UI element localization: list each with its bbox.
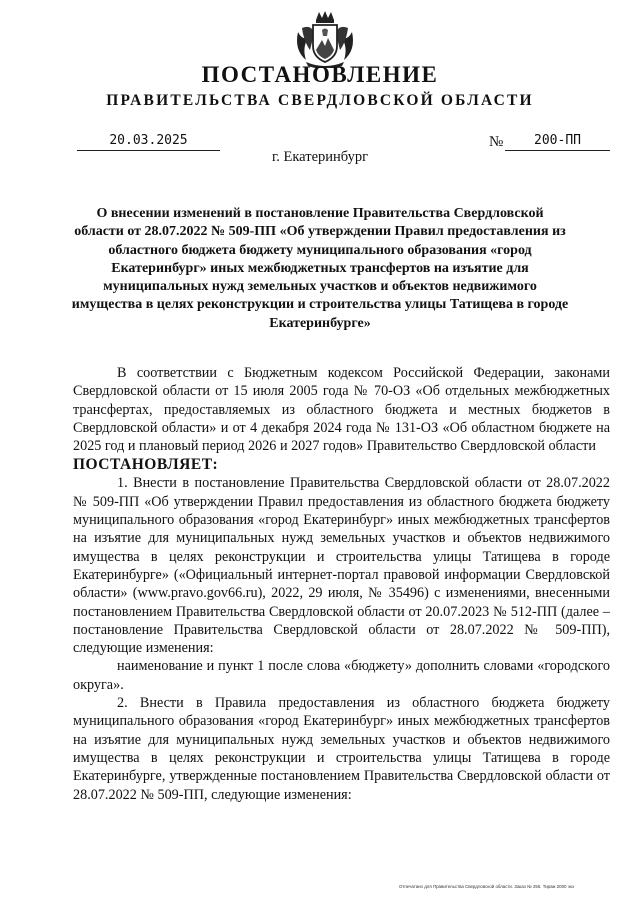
item-1-change-paragraph: наименование и пункт 1 после слова «бюджету» дополнить словами «городского округа».	[73, 658, 610, 693]
item-1-paragraph: 1. Внести в постановление Правительства Свердловской области от 28.07.2022 № 509-ПП «Об утверждении Правил предоставления из областного бюджета бюджету муниципального образования «город Екатеринбург» иных межбюджетных трансфертов на изъятие для муниципальных нужд земельных участков и объектов недвижимого имущества в целях реконструкции и строительства улицы Татищева в городе Екатеринбурге» («Официальный интернет-портал правовой информации Свердловской области» (www.pravo.gov66.ru), 2022, 29 июля, № 35496) с изменениями, внесенными постановлением Правительства Свердловской области от 20.07.2023 № 512-ПП (далее – постановление Правительства Свердловской области от 28.07.2022 № 509-ПП), следующие изменения:	[73, 475, 610, 657]
coat-of-arms-emblem	[292, 10, 358, 68]
document-number: 200-ПП	[505, 133, 610, 151]
document-title: ПОСТАНОВЛЕНИЕ	[201, 62, 439, 87]
decree-heading: ПОСТАНОВЛЯЕТ:	[73, 456, 219, 474]
document-body	[73, 364, 610, 804]
number-label: №	[489, 134, 504, 150]
city: г. Екатеринбург	[271, 149, 369, 165]
item-2-paragraph: 2. Внести в Правила предоставления из областного бюджета бюджету муниципального образования «город Екатеринбург» иных межбюджетных трансфертов на изъятие для муниципальных нужд земельных участков и объектов недвижимого имущества в целях реконструкции и строительства улицы Татищева в городе Екатеринбурге, утвержденные постановлением Правительства Свердловской области от 28.07.2022 № 509-ПП, следующие изменения:	[73, 695, 610, 803]
preamble-paragraph: В соответствии с Бюджетным кодексом Российской Федерации, законами Свердловской области от 15 июля 2005 года № 70-ОЗ «Об отдельных межбюджетных трансфертах, предоставляемых из областного бюджета и местных бюджетов в Свердловской области» и от 4 декабря 2024 года № 131-ОЗ «Об областном бюджете на 2025 год и плановый период 2026 и 2027 годов» Правительство Свердловской области	[73, 365, 610, 455]
document-subject: О внесении изменений в постановление Правительства Свердловской области от 28.07.2022 № 509-ПП «Об утверждении Правил предоставления из областного бюджета бюджету муниципального образования «город Екатеринбург» иных межбюджетных трансфертов на изъятие для муниципальных нужд земельных участков и объектов недвижимого имущества в целях реконструкции и строительства улицы Татищева в городе Екатеринбурге»	[71, 206, 569, 331]
print-footer: Отпечатано для Правительства Свердловской области. Заказ № 256. Тираж 2000 экз	[399, 884, 574, 889]
issuing-authority: ПРАВИТЕЛЬСТВА СВЕРДЛОВСКОЙ ОБЛАСТИ	[106, 92, 534, 109]
document-date: 20.03.2025	[77, 133, 220, 151]
